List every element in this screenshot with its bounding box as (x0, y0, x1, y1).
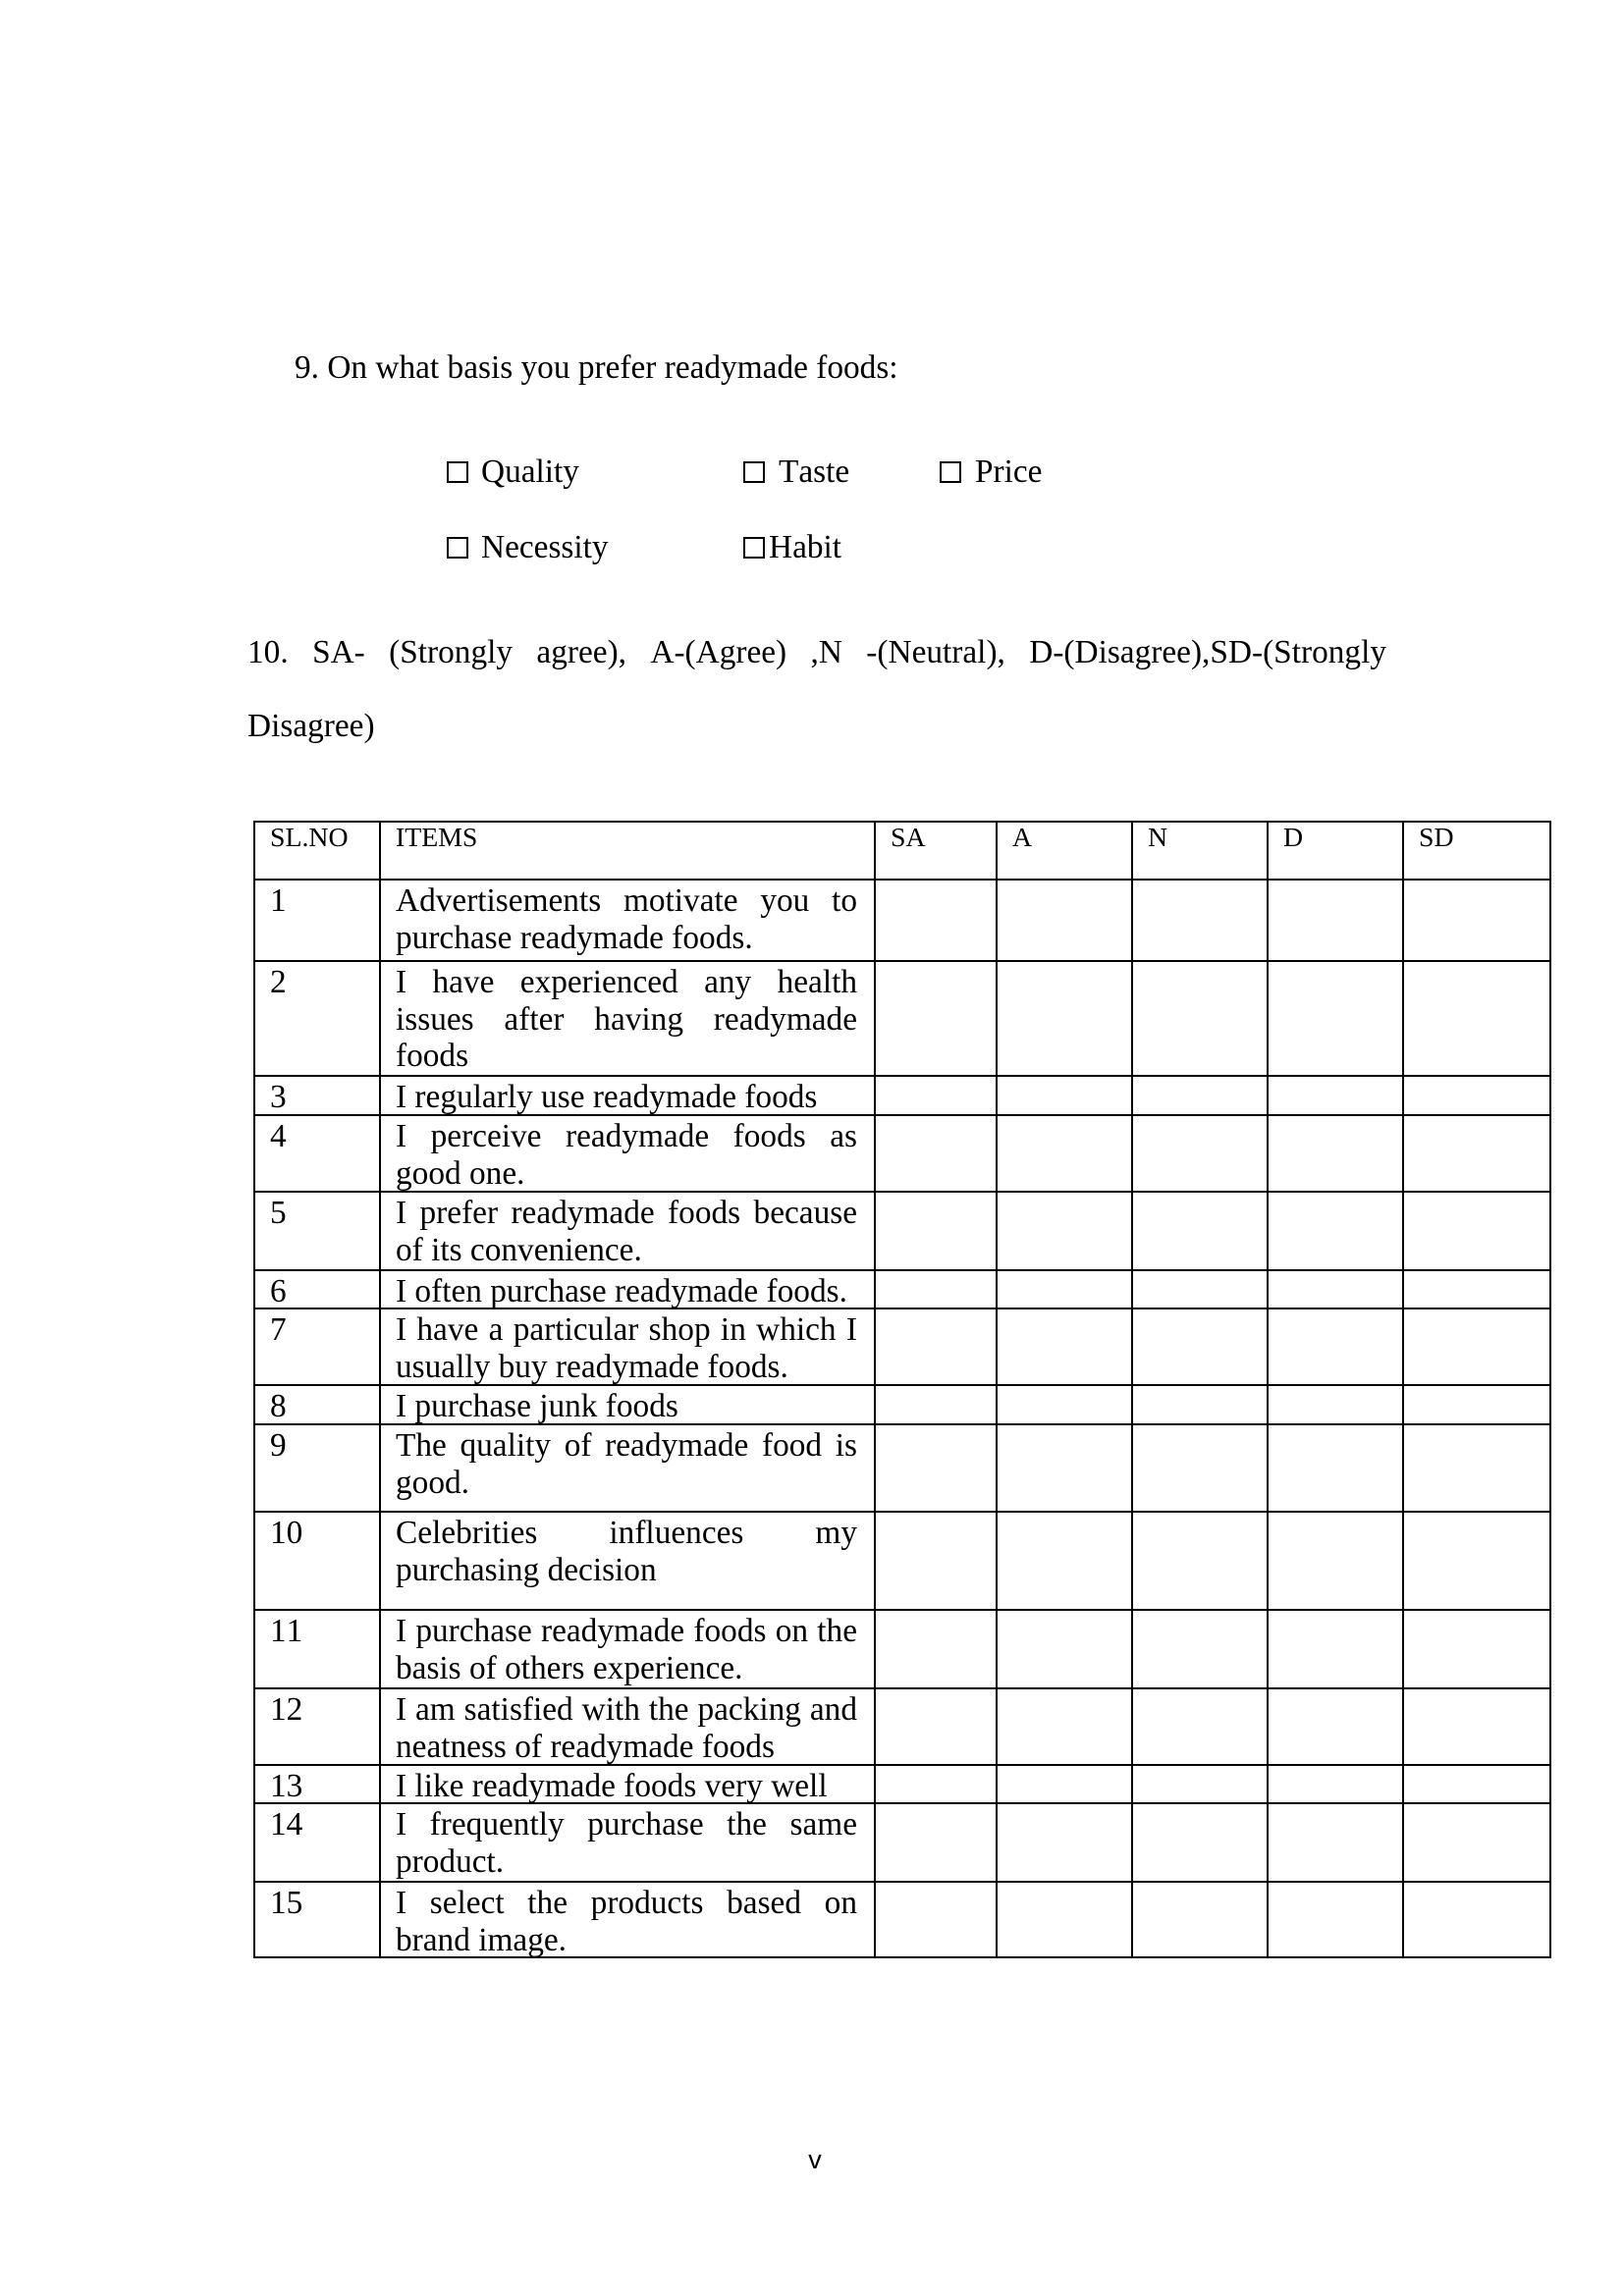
response-cell-sa (876, 1386, 998, 1425)
header-sl-no: SL.NO (255, 823, 381, 881)
sl-no-cell: 12 (255, 1689, 381, 1766)
response-cell-a (998, 1116, 1133, 1193)
response-cell-sd (1404, 1309, 1551, 1386)
header-n: N (1133, 823, 1269, 881)
response-cell-d (1269, 1766, 1404, 1804)
item-cell: I often purchase readymade foods. (381, 1271, 876, 1309)
response-cell-d (1269, 1513, 1404, 1611)
response-cell-n (1133, 1513, 1269, 1611)
response-cell-d (1269, 1116, 1404, 1193)
sl-no-cell: 11 (255, 1611, 381, 1689)
table-row (255, 1883, 1551, 1958)
table-row (255, 1271, 1551, 1309)
response-cell-sd (1404, 1766, 1551, 1804)
sl-no-cell: 7 (255, 1309, 381, 1386)
response-cell-a (998, 1193, 1133, 1271)
sl-no-cell: 10 (255, 1513, 381, 1611)
table-row (255, 1116, 1551, 1193)
response-cell-n (1133, 962, 1269, 1077)
response-cell-sd (1404, 1689, 1551, 1766)
checkbox-icon (447, 461, 468, 483)
option-label: Price (975, 454, 1043, 490)
option-necessity (447, 529, 702, 566)
response-cell-a (998, 1883, 1133, 1958)
table-row (255, 881, 1551, 962)
response-cell-sd (1404, 1883, 1551, 1958)
option-label: Taste (779, 454, 850, 490)
option-price (940, 454, 1195, 491)
response-cell-a (998, 1386, 1133, 1425)
response-cell-d (1269, 1077, 1404, 1116)
item-cell: I frequently purchase the same product. (381, 1804, 876, 1883)
question-text: SA- (Strongly agree), A-(Agree) ,N -(Neutral), D-(Disagree),SD-(Strongly Disagree) (247, 634, 1386, 744)
option-habit (743, 529, 999, 566)
table-row (255, 1425, 1551, 1513)
option-label: Necessity (481, 529, 609, 565)
item-cell: I have a particular shop in which I usually buy readymade foods. (381, 1309, 876, 1386)
item-cell: The quality of readymade food is good. (381, 1425, 876, 1513)
response-cell-sa (876, 1804, 998, 1883)
response-cell-sd (1404, 1611, 1551, 1689)
response-cell-sa (876, 1425, 998, 1513)
response-cell-sd (1404, 1804, 1551, 1883)
table-row (255, 1309, 1551, 1386)
response-cell-n (1133, 1193, 1269, 1271)
response-cell-a (998, 1689, 1133, 1766)
response-cell-d (1269, 1883, 1404, 1958)
response-cell-n (1133, 1386, 1269, 1425)
table-row (255, 1077, 1551, 1116)
sl-no-cell: 15 (255, 1883, 381, 1958)
response-cell-d (1269, 1689, 1404, 1766)
header-sd: SD (1404, 823, 1551, 881)
table-row (255, 1513, 1551, 1611)
sl-no-cell: 14 (255, 1804, 381, 1883)
response-cell-sd (1404, 1077, 1551, 1116)
response-cell-a (998, 1513, 1133, 1611)
response-cell-sa (876, 1766, 998, 1804)
item-cell: Advertisements motivate you to purchase readymade foods. (381, 881, 876, 962)
item-cell: I perceive readymade foods as good one. (381, 1116, 876, 1193)
table-row (255, 1386, 1551, 1425)
table-row (255, 1804, 1551, 1883)
response-cell-sa (876, 1116, 998, 1193)
sl-no-cell: 2 (255, 962, 381, 1077)
item-cell: I regularly use readymade foods (381, 1077, 876, 1116)
response-cell-sa (876, 1271, 998, 1309)
response-cell-d (1269, 1386, 1404, 1425)
option-label: Habit (769, 529, 842, 565)
likert-table (253, 821, 1551, 1958)
question-number: 9. (295, 349, 319, 386)
response-cell-d (1269, 881, 1404, 962)
sl-no-cell: 5 (255, 1193, 381, 1271)
response-cell-a (998, 1271, 1133, 1309)
checkbox-icon (743, 537, 765, 559)
response-cell-sd (1404, 1425, 1551, 1513)
sl-no-cell: 13 (255, 1766, 381, 1804)
item-cell: I purchase junk foods (381, 1386, 876, 1425)
response-cell-a (998, 1425, 1133, 1513)
response-cell-a (998, 962, 1133, 1077)
response-cell-d (1269, 1193, 1404, 1271)
response-cell-n (1133, 1883, 1269, 1958)
header-sa: SA (876, 823, 998, 881)
response-cell-sd (1404, 1513, 1551, 1611)
response-cell-sa (876, 881, 998, 962)
response-cell-a (998, 1309, 1133, 1386)
question-number: 10. (247, 634, 289, 670)
response-cell-n (1133, 1689, 1269, 1766)
item-cell: Celebrities influences my purchasing decision (381, 1513, 876, 1611)
response-cell-n (1133, 1116, 1269, 1193)
sl-no-cell: 9 (255, 1425, 381, 1513)
page-number: v (808, 2145, 822, 2174)
response-cell-d (1269, 1309, 1404, 1386)
checkbox-icon (743, 461, 765, 483)
sl-no-cell: 8 (255, 1386, 381, 1425)
response-cell-n (1133, 1611, 1269, 1689)
response-cell-sd (1404, 1386, 1551, 1425)
sl-no-cell: 3 (255, 1077, 381, 1116)
header-d: D (1269, 823, 1404, 881)
response-cell-a (998, 1611, 1133, 1689)
response-cell-sd (1404, 962, 1551, 1077)
response-cell-d (1269, 1271, 1404, 1309)
response-cell-sd (1404, 1271, 1551, 1309)
response-cell-n (1133, 881, 1269, 962)
response-cell-d (1269, 1611, 1404, 1689)
response-cell-sd (1404, 1116, 1551, 1193)
response-cell-sa (876, 1193, 998, 1271)
item-cell: I purchase readymade foods on the basis of others experience. (381, 1611, 876, 1689)
response-cell-d (1269, 1804, 1404, 1883)
response-cell-n (1133, 1309, 1269, 1386)
item-cell: I like readymade foods very well (381, 1766, 876, 1804)
item-cell: I prefer readymade foods because of its convenience. (381, 1193, 876, 1271)
table-row (255, 1193, 1551, 1271)
table-row (255, 1689, 1551, 1766)
header-items: ITEMS (381, 823, 876, 881)
response-cell-a (998, 1766, 1133, 1804)
item-cell: I am satisfied with the packing and neatness of readymade foods (381, 1689, 876, 1766)
response-cell-sa (876, 1611, 998, 1689)
table-row (255, 1766, 1551, 1804)
checkbox-icon (447, 537, 468, 559)
table-header-row (255, 823, 1551, 881)
sl-no-cell: 6 (255, 1271, 381, 1309)
response-cell-sa (876, 1689, 998, 1766)
response-cell-sd (1404, 881, 1551, 962)
response-cell-n (1133, 1766, 1269, 1804)
question-9 (295, 349, 898, 387)
response-cell-a (998, 1804, 1133, 1883)
checkbox-icon (940, 461, 961, 483)
item-cell: I have experienced any health issues after having readymade foods (381, 962, 876, 1077)
response-cell-a (998, 1077, 1133, 1116)
response-cell-sa (876, 1883, 998, 1958)
sl-no-cell: 4 (255, 1116, 381, 1193)
option-quality (447, 454, 702, 491)
response-cell-n (1133, 1425, 1269, 1513)
item-cell: I select the products based on brand image. (381, 1883, 876, 1958)
question-text: On what basis you prefer readymade foods: (327, 349, 898, 386)
response-cell-n (1133, 1077, 1269, 1116)
response-cell-n (1133, 1804, 1269, 1883)
table-row (255, 962, 1551, 1077)
response-cell-sa (876, 962, 998, 1077)
header-a: A (998, 823, 1133, 881)
response-cell-sa (876, 1077, 998, 1116)
sl-no-cell: 1 (255, 881, 381, 962)
response-cell-sa (876, 1513, 998, 1611)
response-cell-sd (1404, 1193, 1551, 1271)
response-cell-d (1269, 1425, 1404, 1513)
table-row (255, 1611, 1551, 1689)
option-label: Quality (481, 454, 579, 490)
response-cell-a (998, 881, 1133, 962)
question-10 (247, 615, 1386, 763)
response-cell-d (1269, 962, 1404, 1077)
response-cell-n (1133, 1271, 1269, 1309)
response-cell-sa (876, 1309, 998, 1386)
